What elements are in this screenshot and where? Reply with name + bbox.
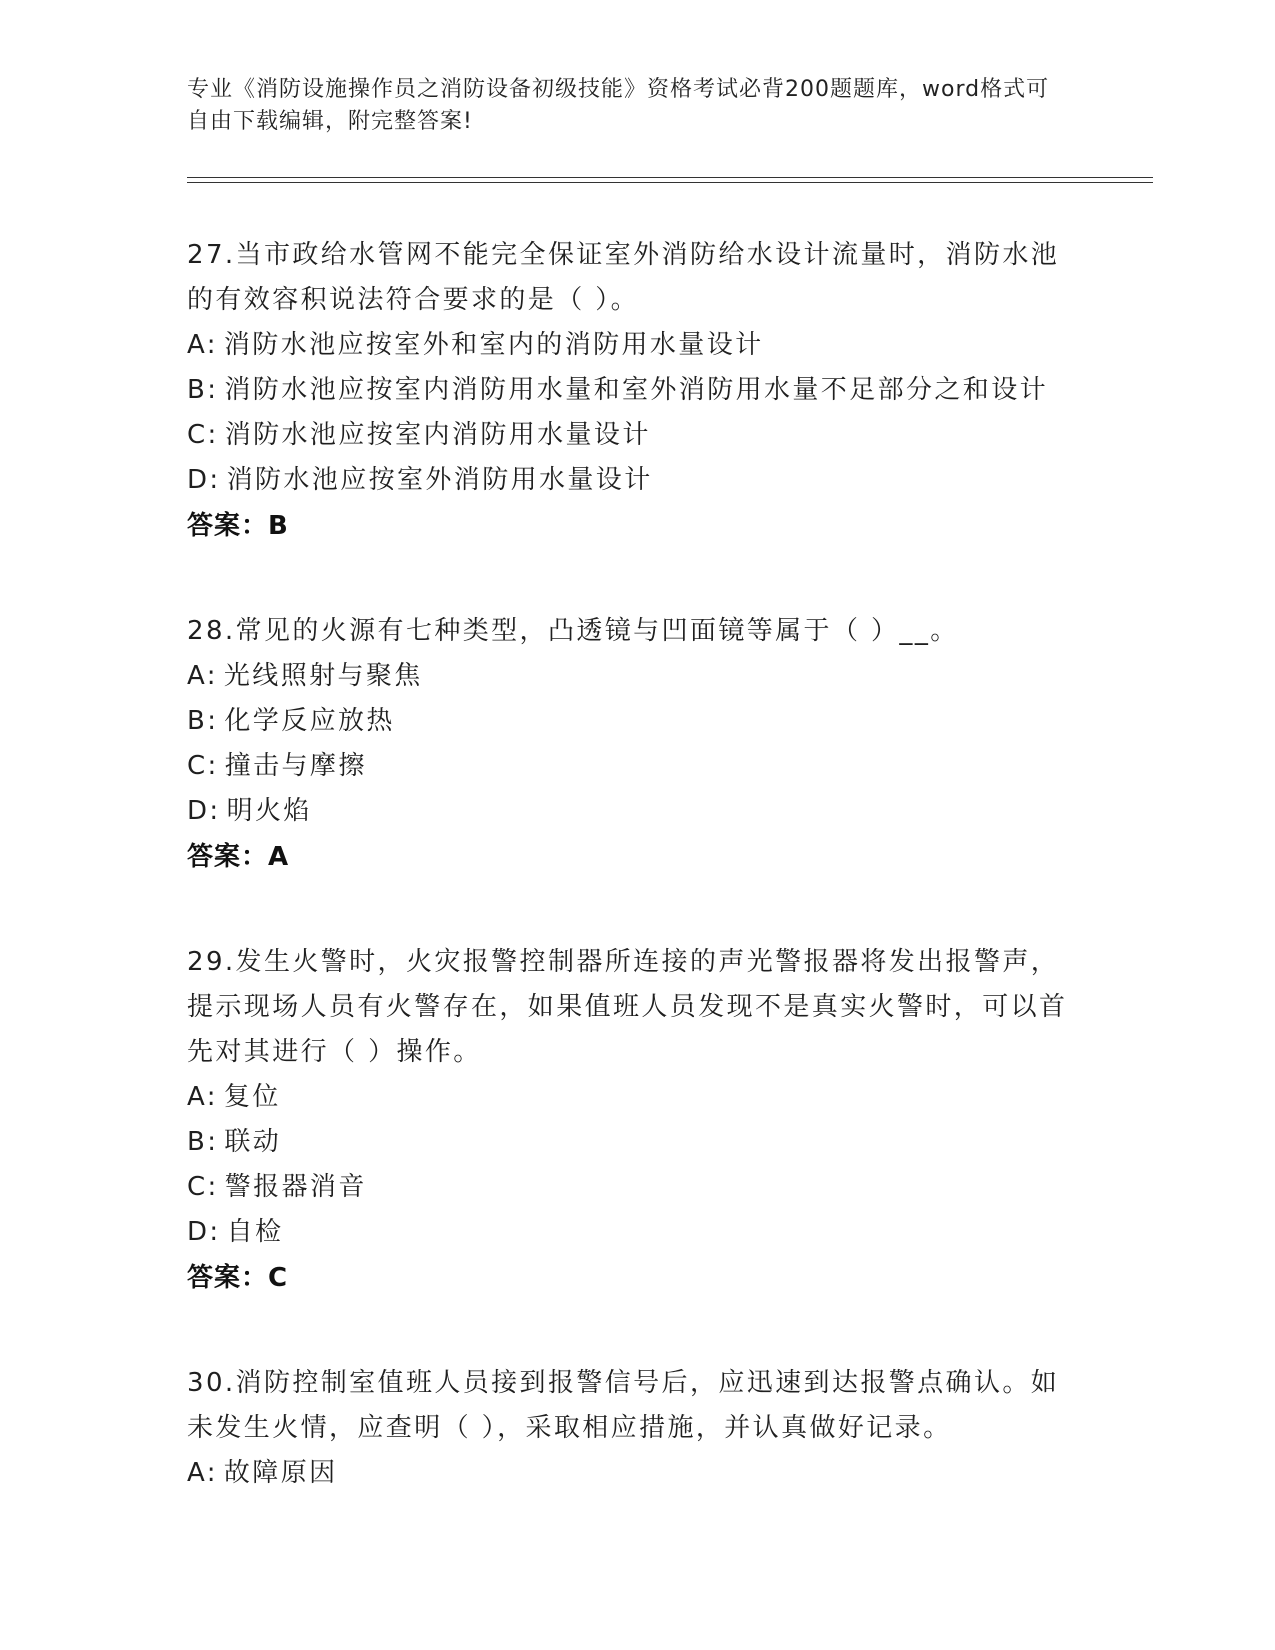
option-text: 撞击与摩擦 bbox=[224, 751, 367, 781]
option-letter: D: bbox=[187, 1217, 221, 1247]
option-letter: A: bbox=[187, 1082, 218, 1112]
option-letter: C: bbox=[187, 420, 219, 450]
question-30 bbox=[187, 1361, 1087, 1496]
option-b bbox=[187, 699, 1087, 744]
question-28 bbox=[187, 609, 1087, 880]
option-c bbox=[187, 1165, 1087, 1210]
option-letter: B: bbox=[187, 1127, 219, 1157]
option-letter: D: bbox=[187, 465, 221, 495]
header-divider-bottom bbox=[187, 182, 1153, 183]
option-text: 消防水池应按室内消防用水量设计 bbox=[224, 420, 651, 450]
option-text: 联动 bbox=[224, 1127, 282, 1157]
option-d bbox=[187, 1210, 1087, 1255]
option-text: 明火焰 bbox=[226, 796, 312, 826]
option-letter: C: bbox=[187, 1172, 219, 1202]
option-letter: A: bbox=[187, 330, 218, 360]
answer-label: 答案：B bbox=[187, 511, 289, 541]
option-letter: B: bbox=[187, 375, 219, 405]
question-stem: 27.当市政给水管网不能完全保证室外消防给水设计流量时，消防水池的有效容积说法符合要求的是（ ）。 bbox=[187, 240, 1060, 315]
option-a bbox=[187, 1451, 1087, 1496]
header-divider-top bbox=[187, 177, 1153, 178]
question-stem: 30.消防控制室值班人员接到报警信号后，应迅速到达报警点确认。如未发生火情，应查明（ ），采取相应措施，并认真做好记录。 bbox=[187, 1368, 1060, 1443]
option-text: 消防水池应按室外和室内的消防用水量设计 bbox=[223, 330, 764, 360]
question-stem: 29.发生火警时，火灾报警控制器所连接的声光警报器将发出报警声，提示现场人员有火警存在，如果值班人员发现不是真实火警时，可以首先对其进行（ ）操作。 bbox=[187, 947, 1068, 1067]
option-text: 自检 bbox=[226, 1217, 284, 1247]
option-a bbox=[187, 323, 1087, 368]
answer-label: 答案：C bbox=[187, 1263, 289, 1293]
option-c bbox=[187, 744, 1087, 789]
question-stem: 28.常见的火源有七种类型，凸透镜与凹面镜等属于（ ）__。 bbox=[187, 616, 959, 646]
question-29 bbox=[187, 940, 1087, 1301]
question-27 bbox=[187, 233, 1087, 549]
option-d bbox=[187, 789, 1087, 834]
option-letter: D: bbox=[187, 796, 221, 826]
option-c bbox=[187, 413, 1087, 458]
document-header: 专业《消防设施操作员之消防设备初级技能》资格考试必背200题题库，word格式可自由下载编辑，附完整答案! bbox=[187, 77, 1050, 134]
answer-label: 答案：A bbox=[187, 842, 290, 872]
option-d bbox=[187, 458, 1087, 503]
option-text: 复位 bbox=[223, 1082, 281, 1112]
option-text: 消防水池应按室内消防用水量和室外消防用水量不足部分之和设计 bbox=[224, 375, 1049, 405]
option-letter: B: bbox=[187, 706, 219, 736]
option-a bbox=[187, 1075, 1087, 1120]
option-text: 光线照射与聚焦 bbox=[223, 661, 423, 691]
question-list bbox=[187, 233, 1087, 1556]
option-text: 故障原因 bbox=[223, 1458, 338, 1488]
option-letter: A: bbox=[187, 661, 218, 691]
option-a bbox=[187, 654, 1087, 699]
option-text: 消防水池应按室外消防用水量设计 bbox=[226, 465, 653, 495]
option-b bbox=[187, 368, 1087, 413]
option-letter: A: bbox=[187, 1458, 218, 1488]
option-b bbox=[187, 1120, 1087, 1165]
option-letter: C: bbox=[187, 751, 219, 781]
option-text: 警报器消音 bbox=[224, 1172, 367, 1202]
option-text: 化学反应放热 bbox=[224, 706, 395, 736]
